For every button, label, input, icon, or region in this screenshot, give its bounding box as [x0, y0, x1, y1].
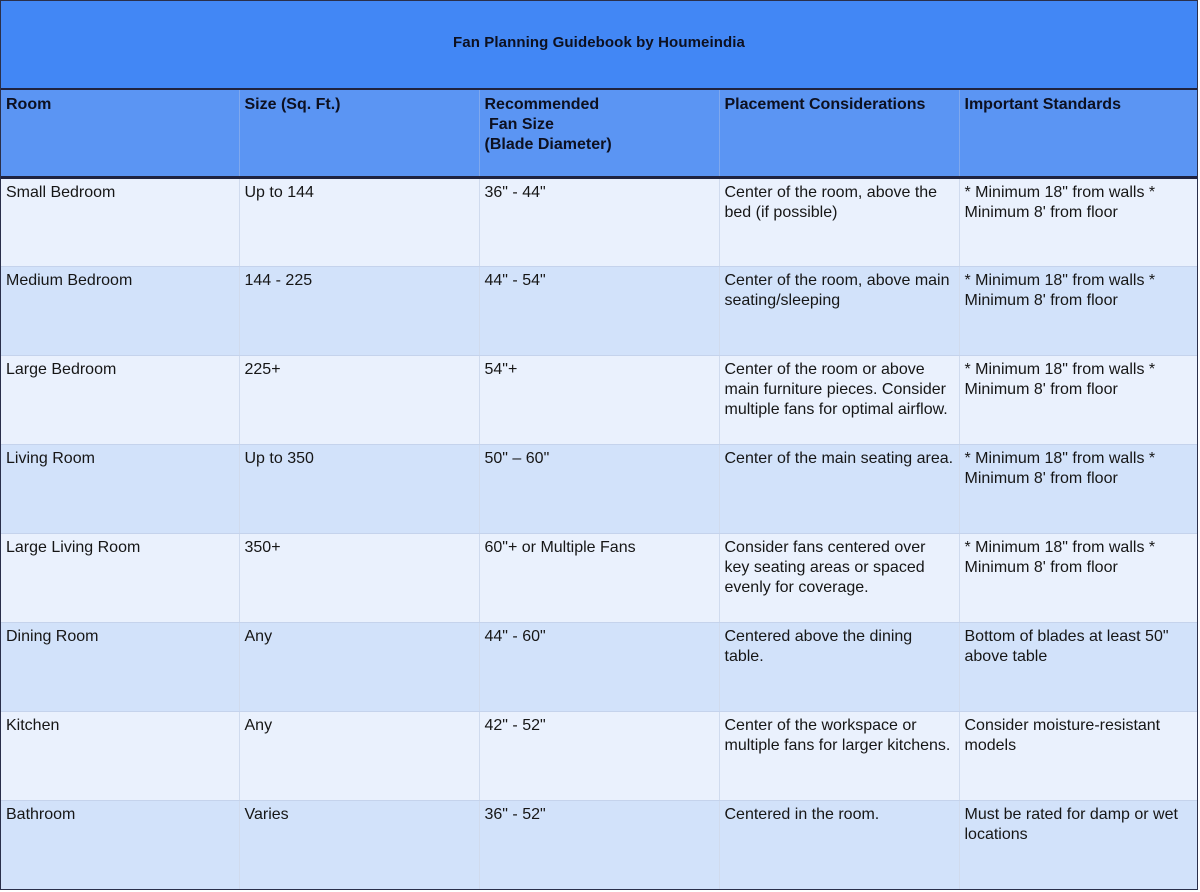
table-row: [1, 444, 1198, 533]
cell-standards: Consider moisture-resistant models: [959, 711, 1198, 800]
header-fan-size-line-2: Fan Size: [484, 116, 554, 133]
cell-size: Up to 144: [239, 177, 479, 266]
cell-standards: * Minimum 18" from walls * Minimum 8' from floor: [959, 444, 1198, 533]
cell-placement: Center of the room, above the bed (if possible): [719, 177, 959, 266]
cell-fan-size: 36" - 52": [479, 800, 719, 889]
table-row: [1, 533, 1198, 622]
cell-placement: Center of the main seating area.: [719, 444, 959, 533]
cell-size: Varies: [239, 800, 479, 889]
title-bar: [1, 1, 1197, 90]
header-row: [1, 90, 1198, 177]
cell-room: Large Living Room: [1, 533, 239, 622]
cell-fan-size: 50" – 60": [479, 444, 719, 533]
cell-standards: * Minimum 18" from walls * Minimum 8' from floor: [959, 266, 1198, 355]
cell-size: Any: [239, 622, 479, 711]
table-row: [1, 355, 1198, 444]
cell-standards: Must be rated for damp or wet locations: [959, 800, 1198, 889]
header-fan-size: [479, 90, 719, 177]
cell-room: Kitchen: [1, 711, 239, 800]
cell-room: Large Bedroom: [1, 355, 239, 444]
table-header: [1, 90, 1198, 177]
cell-standards: * Minimum 18" from walls * Minimum 8' from floor: [959, 177, 1198, 266]
cell-room: Small Bedroom: [1, 177, 239, 266]
cell-size: 225+: [239, 355, 479, 444]
header-size: Size (Sq. Ft.): [239, 90, 479, 177]
cell-room: Living Room: [1, 444, 239, 533]
page-title: Fan Planning Guidebook by Houmeindia: [453, 34, 745, 51]
cell-fan-size: 42" - 52": [479, 711, 719, 800]
cell-room: Medium Bedroom: [1, 266, 239, 355]
cell-room: Dining Room: [1, 622, 239, 711]
cell-standards: Bottom of blades at least 50" above table: [959, 622, 1198, 711]
table-row: [1, 800, 1198, 889]
cell-room: Bathroom: [1, 800, 239, 889]
table-row: [1, 622, 1198, 711]
table-row: [1, 266, 1198, 355]
header-room: Room: [1, 90, 239, 177]
cell-size: Any: [239, 711, 479, 800]
table-row: [1, 177, 1198, 266]
cell-fan-size: 54"+: [479, 355, 719, 444]
cell-placement: Center of the workspace or multiple fans for larger kitchens.: [719, 711, 959, 800]
cell-fan-size: 44" - 54": [479, 266, 719, 355]
cell-placement: Consider fans centered over key seating areas or spaced evenly for coverage.: [719, 533, 959, 622]
cell-size: Up to 350: [239, 444, 479, 533]
cell-fan-size: 60"+ or Multiple Fans: [479, 533, 719, 622]
cell-placement: Center of the room or above main furniture pieces. Consider multiple fans for optimal airflow.: [719, 355, 959, 444]
header-standards: Important Standards: [959, 90, 1198, 177]
cell-placement: Centered above the dining table.: [719, 622, 959, 711]
cell-placement: Centered in the room.: [719, 800, 959, 889]
fan-planning-table: [1, 90, 1198, 890]
cell-size: 144 - 225: [239, 266, 479, 355]
cell-standards: * Minimum 18" from walls * Minimum 8' from floor: [959, 533, 1198, 622]
table-row: [1, 711, 1198, 800]
table-body: [1, 177, 1198, 889]
header-placement: Placement Considerations: [719, 90, 959, 177]
cell-size: 350+: [239, 533, 479, 622]
cell-standards: * Minimum 18" from walls * Minimum 8' from floor: [959, 355, 1198, 444]
header-fan-size-line-1: Recommended: [484, 96, 600, 113]
cell-placement: Center of the room, above main seating/sleeping: [719, 266, 959, 355]
cell-fan-size: 44" - 60": [479, 622, 719, 711]
header-fan-size-line-3: (Blade Diameter): [484, 136, 612, 153]
cell-fan-size: 36" - 44": [479, 177, 719, 266]
